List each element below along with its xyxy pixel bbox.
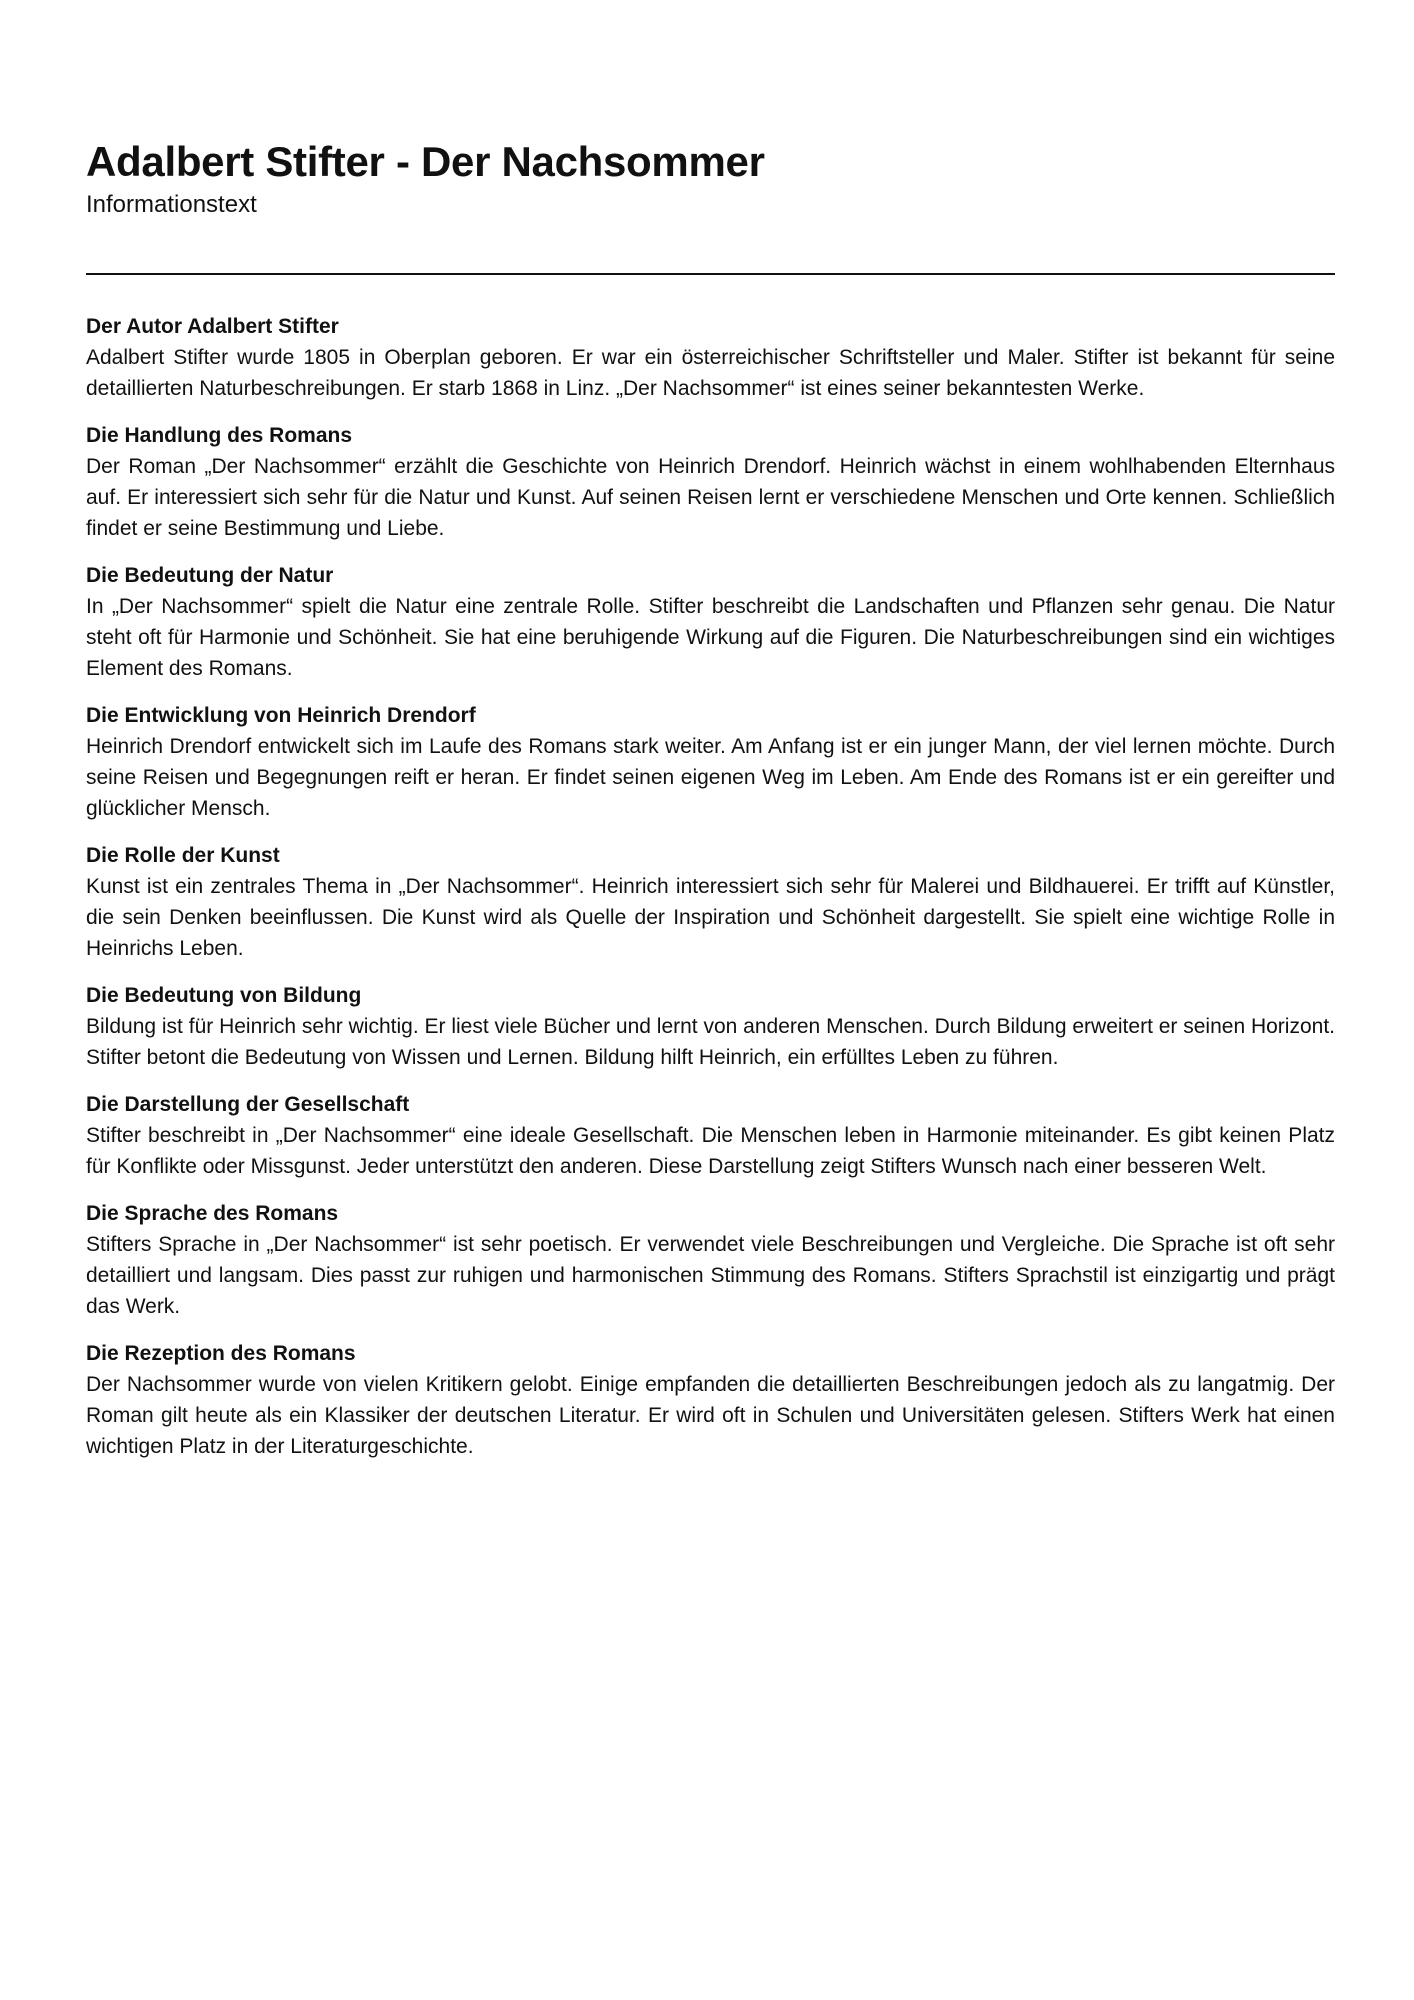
section-heading: Die Sprache des Romans bbox=[86, 1202, 339, 1225]
section-art bbox=[86, 841, 1335, 964]
section-body: Adalbert Stifter wurde 1805 in Oberplan geboren. Er war ein österreichischer Schriftsteller und Maler. Stifter ist bekannt für seine detaillierten Naturbeschreibungen. Er starb 1868 in Linz. „Der Nachsommer“ ist eines seiner bekanntesten Werke. bbox=[86, 346, 1335, 400]
section-plot bbox=[86, 421, 1335, 544]
section-body: Stifter beschreibt in „Der Nachsommer“ eine ideale Gesellschaft. Die Menschen leben in Harmonie miteinander. Es gibt keinen Platz für Konflikte oder Missgunst. Jeder unterstützt den anderen. Diese Darstellung zeigt Stifters Wunsch nach einer besseren Welt. bbox=[86, 1124, 1335, 1178]
section-body: Der Nachsommer wurde von vielen Kritikern gelobt. Einige empfanden die detaillierten Beschreibungen jedoch als zu langatmig. Der Roman gilt heute als ein Klassiker der deutschen Literatur. Er wird oft in Schulen und Universitäten gelesen. Stifters Werk hat einen wichtigen Platz in der Literaturgeschichte. bbox=[86, 1373, 1335, 1458]
section-heading: Die Rolle der Kunst bbox=[86, 844, 280, 867]
section-nature bbox=[86, 561, 1335, 684]
section-heading: Die Bedeutung von Bildung bbox=[86, 984, 362, 1007]
section-heading: Die Darstellung der Gesellschaft bbox=[86, 1093, 410, 1116]
document-title: Adalbert Stifter - Der Nachsommer bbox=[86, 138, 765, 185]
section-heading: Die Rezeption des Romans bbox=[86, 1342, 356, 1365]
section-body: Stifters Sprache in „Der Nachsommer“ ist sehr poetisch. Er verwendet viele Beschreibungen und Vergleiche. Die Sprache ist oft sehr detailliert und langsam. Dies passt zur ruhigen und harmonischen Stimmung des Romans. Stifters Sprachstil ist einzigartig und prägt das Werk. bbox=[86, 1233, 1335, 1318]
title-divider bbox=[86, 273, 1335, 275]
section-reception bbox=[86, 1339, 1335, 1462]
sections-container bbox=[86, 312, 1335, 1479]
section-body: Der Roman „Der Nachsommer“ erzählt die Geschichte von Heinrich Drendorf. Heinrich wächst in einem wohlhabenden Elternhaus auf. Er interessiert sich sehr für die Natur und Kunst. Auf seinen Reisen lernt er verschiedene Menschen und Orte kennen. Schließlich findet er seine Bestimmung und Liebe. bbox=[86, 455, 1335, 540]
section-language bbox=[86, 1199, 1335, 1322]
section-body: Bildung ist für Heinrich sehr wichtig. Er liest viele Bücher und lernt von anderen Menschen. Durch Bildung erweitert er seinen Horizont. Stifter betont die Bedeutung von Wissen und Lernen. Bildung hilft Heinrich, ein erfülltes Leben zu führen. bbox=[86, 1015, 1335, 1069]
section-author bbox=[86, 312, 1335, 404]
section-heading: Die Entwicklung von Heinrich Drendorf bbox=[86, 704, 476, 727]
section-body: Heinrich Drendorf entwickelt sich im Laufe des Romans stark weiter. Am Anfang ist er ein junger Mann, der viel lernen möchte. Durch seine Reisen und Begegnungen reift er heran. Er findet seinen eigenen Weg im Leben. Am Ende des Romans ist er ein gereifter und glücklicher Mensch. bbox=[86, 735, 1335, 820]
section-heading: Die Bedeutung der Natur bbox=[86, 564, 334, 587]
section-heading: Die Handlung des Romans bbox=[86, 424, 353, 447]
section-society bbox=[86, 1090, 1335, 1182]
section-development bbox=[86, 701, 1335, 824]
document-subtitle: Informationstext bbox=[86, 191, 257, 218]
section-body: Kunst ist ein zentrales Thema in „Der Nachsommer“. Heinrich interessiert sich sehr für Malerei und Bildhauerei. Er trifft auf Künstler, die sein Denken beeinflussen. Die Kunst wird als Quelle der Inspiration und Schönheit dargestellt. Sie spielt eine wichtige Rolle in Heinrichs Leben. bbox=[86, 875, 1335, 960]
section-heading: Der Autor Adalbert Stifter bbox=[86, 315, 339, 338]
section-education bbox=[86, 981, 1335, 1073]
section-body: In „Der Nachsommer“ spielt die Natur eine zentrale Rolle. Stifter beschreibt die Landschaften und Pflanzen sehr genau. Die Natur steht oft für Harmonie und Schönheit. Sie hat eine beruhigende Wirkung auf die Figuren. Die Naturbeschreibungen sind ein wichtiges Element des Romans. bbox=[86, 595, 1335, 680]
